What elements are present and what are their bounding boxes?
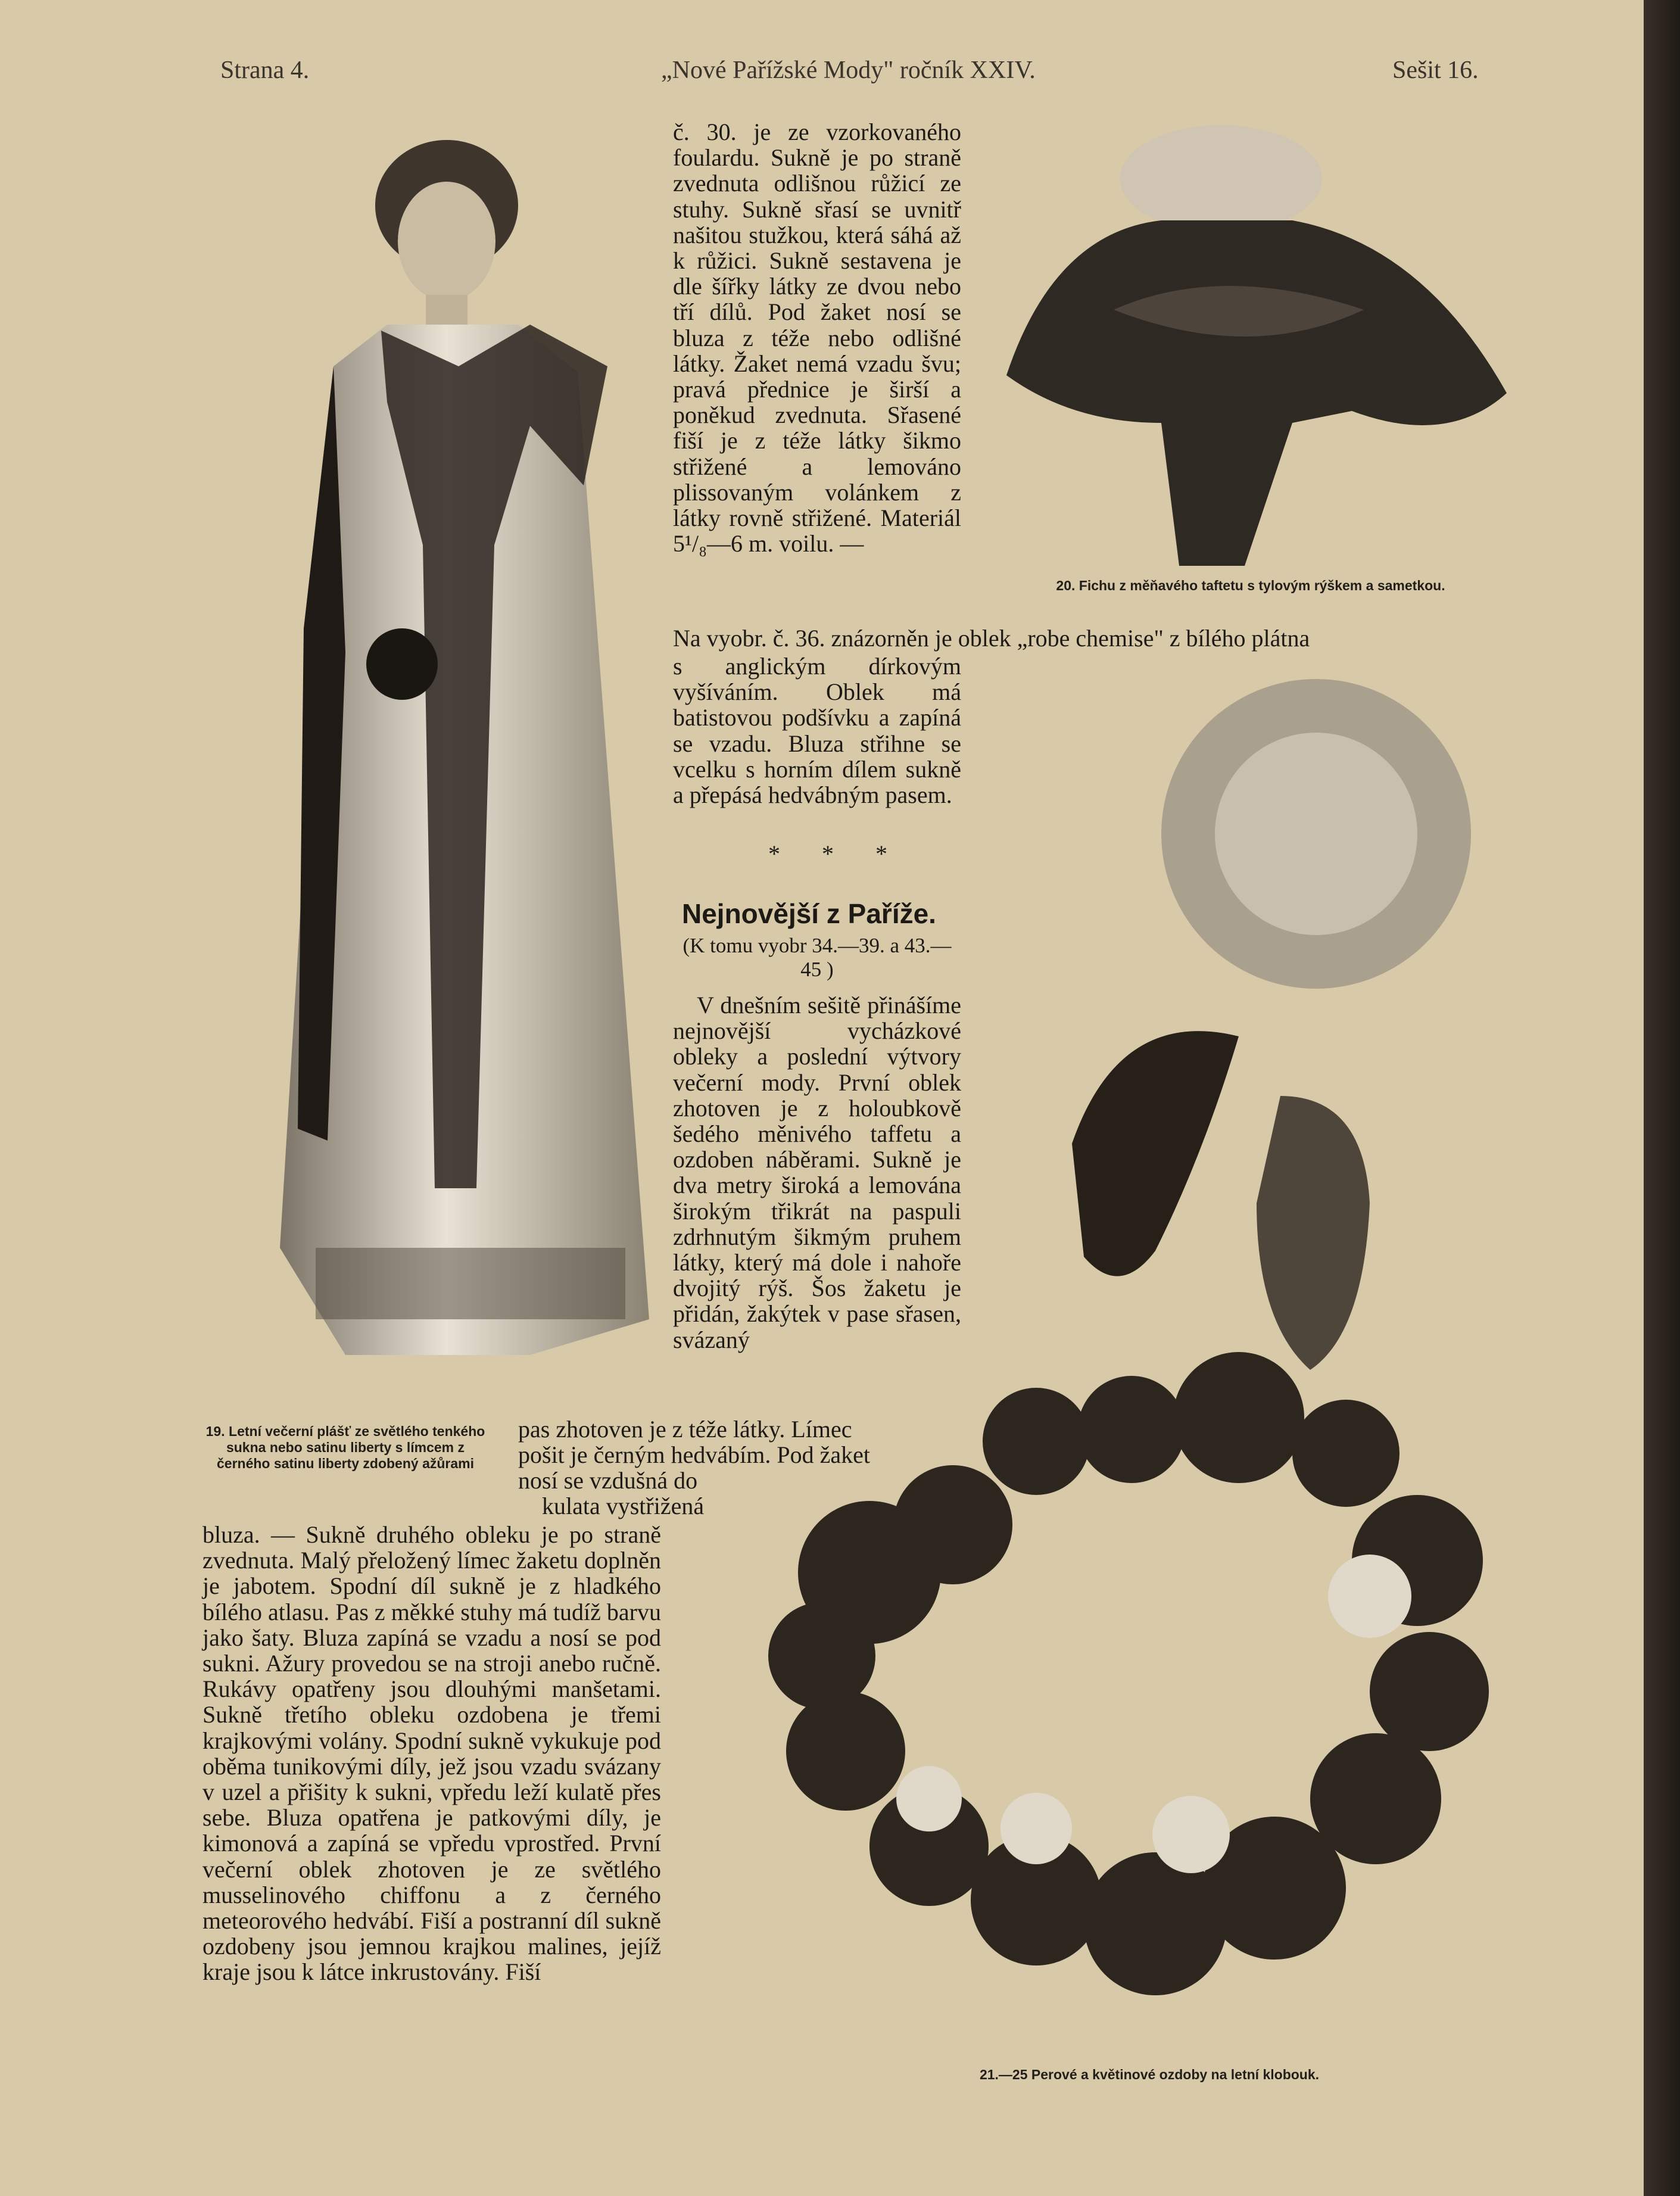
article-span-line-2: pošit je černým hedvábím. Pod žaket (518, 1441, 870, 1468)
article-span-line-1: pas zhotoven je z téže látky. Límec (518, 1416, 852, 1443)
caption-fig20: 20. Fichu z měňavého taftetu s tylovým rýškem a sametkou. (1056, 578, 1445, 593)
section-divider-stars: * * * (768, 840, 905, 867)
page-number: Strana 4. (220, 57, 310, 84)
article-column-middle: s anglickým dírkovým vyšíváním. Oblek má batistovou podšívku a zapíná se vzadu. Bluza střihne se vcelku s horním dílem sukně a přepásá hedvábným pasem. (673, 653, 961, 809)
article-column-left-bottom: bluza. — Sukně druhého obleku je po straně zvednuta. Malý přeložený límec žaketu doplněn je jabotem. Spodní díl sukně je z hladkého bílého atlasu. Pas z měkké stuhy má tudíž barvu jako šaty. Bluza zapíná se vzadu a nosí se pod sukni. Ažury provedou se na stroji anebo ručně. Rukávy opatřeny jsou dlouhými manšetami. Sukně třetího obleku ozdobena je třemi krajkovými volány. Spodní sukně vykukuje pod oběma tunikovými díly, jež jsou vzadu svázany v uzel a přišity k sukni, vpředu leží kulatě přes sebe. Bluza opatřena je patkovými díly, je kimonová a zapíná se vpředu vprostřed. První večerní oblek zhotoven je ze světlého musselinového chiffonu a z černého meteorového hedvábí. Fiší a postranní díl sukně ozdobeny jsou jemnou krajkou malines, jejíž kraje jsou k látce inkrustovány. Fiší (202, 1521, 661, 1986)
section-heading: Nejnovější z Paříže. (682, 898, 936, 929)
binding-edge (1644, 0, 1680, 2196)
fig21-25-feather-flower-ornaments (703, 667, 1525, 2055)
journal-title: „Nové Pařížské Mody" ročník XXIV. (661, 57, 1036, 84)
section-subheading: (K tomu vyobr 34.—39. a 43.—45 ) (682, 934, 952, 981)
article-column-bottom: V dnešním sešitě přinášíme nejnovější vycházkové obleky a poslední výtvory večerní mody. První oblek zhotoven je z holoubkově šedého měnivého taffetu a ozdoben náběrami. Sukně je dva metry široká a lemována širokým třikrát na paspuli zdrhnutým šikmým pruhem látky, který má dole i nahoře dvojitý rýš. Šos žaketu je přidán, žakýtek v pase sřasen, svázaný (673, 992, 961, 1353)
caption-fig19: 19. Letní večerní plášť ze světlého tenkého sukna nebo satinu liberty s límcem z černého satinu liberty zdobený ažůrami (205, 1423, 485, 1471)
article-column-top: č. 30. je ze vzorkovaného foulardu. Sukně je po straně zvednuta odlišnou růžicí ze stuhy. Sukně sřasí se uvnitř našitou stužkou, která sáhá až k růžici. Sukně sestavena je dle šířky látky ze dvou nebo tří dílů. Pod žaket nosí se bluza z téže nebo odlišné látky. Žaket nemá vzadu švu; pravá přednice je širší a poněkud zvednuta. Sřasené fiší je z téže látky šikmo střižené a lemováno plissovaným volánkem z látky rovně střižené. Materiál 5¹/₈—6 m. voilu. — (673, 119, 961, 557)
article-span-line-3: nosí se vzdušná do (518, 1467, 698, 1494)
article-wide-line: Na vyobr. č. 36. znázorněn je oblek „robe chemise" z bílého plátna (673, 625, 1310, 652)
article-span-line-4: kulata vystřižená (542, 1493, 705, 1519)
fig19-evening-coat-illustration (197, 116, 673, 1379)
fig20-fichu-illustration (983, 113, 1519, 566)
caption-fig21-25: 21.—25 Perové a květinové ozdoby na letní klobouk. (979, 2067, 1320, 2082)
issue-number: Sešit 16. (1392, 57, 1479, 84)
